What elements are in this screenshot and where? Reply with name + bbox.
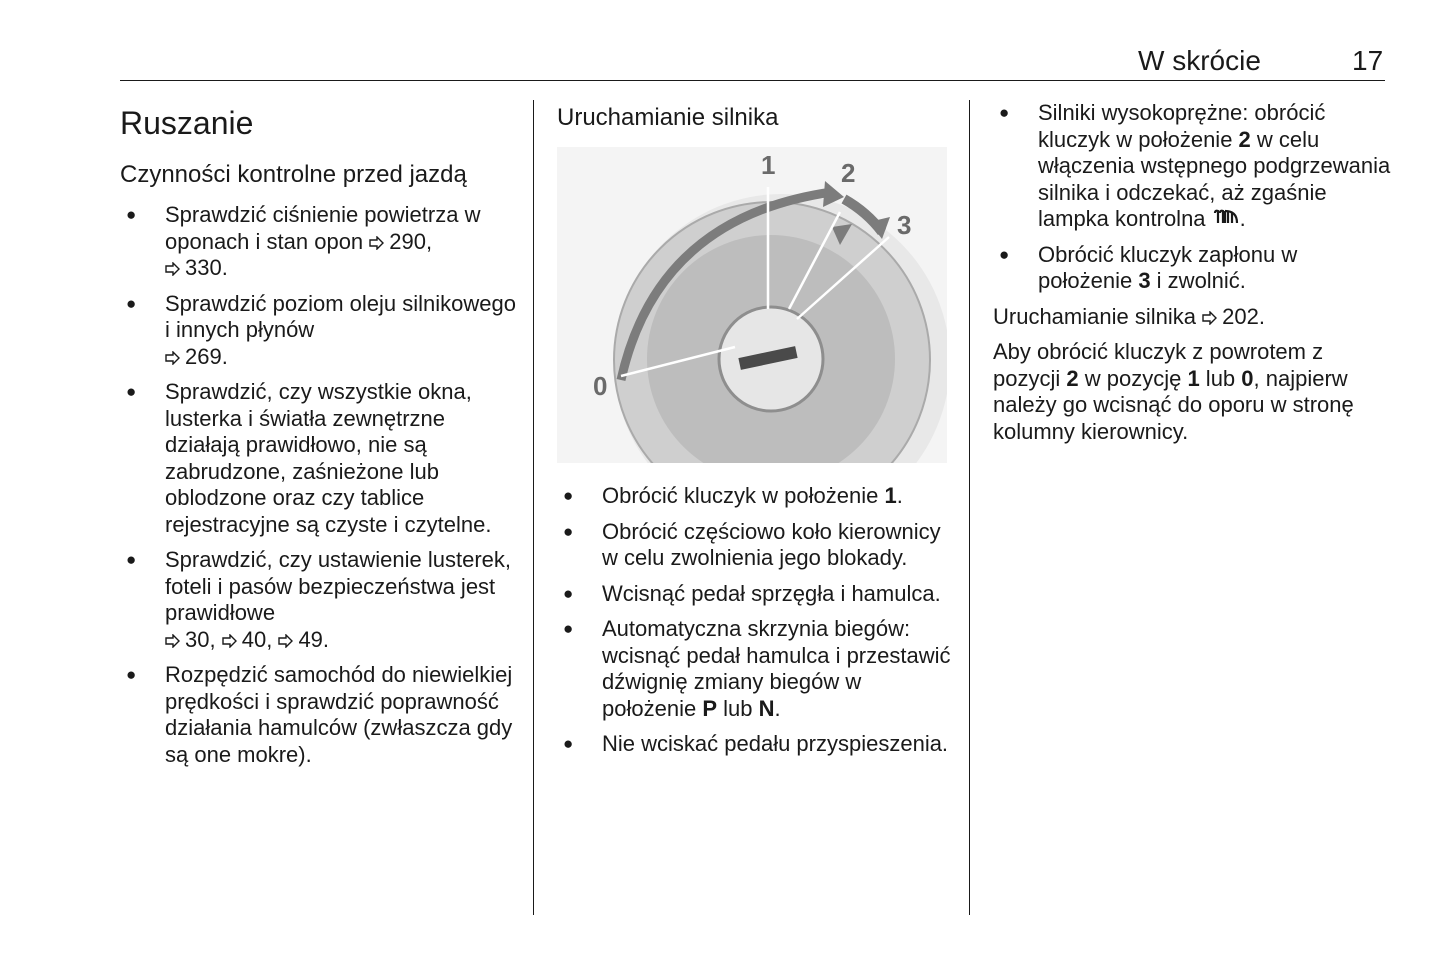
page-reference[interactable] <box>165 627 329 652</box>
list-item: ● Obrócić kluczyk w położenie 1. <box>557 483 952 510</box>
subsection-title: Czynności kontrolne przed jazdą <box>120 161 467 188</box>
column-divider <box>969 100 970 915</box>
ignition-switch-illustration <box>557 147 947 463</box>
list-item: ● Rozpędzić samochód do niewielkiej prędkości i sprawdzić poprawność działania hamulców (zwłaszcza gdy są one mokre). <box>120 662 520 768</box>
list-item: ● Wcisnąć pedał sprzęgła i hamulca. <box>557 581 952 608</box>
column-left <box>120 100 520 777</box>
page-number: 17 <box>1352 45 1384 76</box>
page-reference-link[interactable]: 30, <box>165 627 216 652</box>
position-label-0: 0 <box>593 371 608 401</box>
list-item: ● Sprawdzić, czy wszystkie okna, lusterka i światła zewnętrzne działają prawidłowo, nie są zabrudzone, zaśnieżone lub oblodzone oraz czy tablice rejestracyjne są czyste i czytelne. <box>120 379 520 538</box>
header-rule <box>120 80 1385 81</box>
glow-plug-icon <box>1212 208 1240 228</box>
column-middle <box>557 100 952 767</box>
page-reference[interactable] <box>1202 304 1265 329</box>
subsection-title: Uruchamianie silnika <box>557 104 779 131</box>
section-title: Ruszanie <box>120 105 254 141</box>
position-label-3: 3 <box>897 210 912 240</box>
page-reference[interactable] <box>165 344 228 369</box>
list-item: ● Sprawdzić poziom oleju silnikowego i innych płynów 269. <box>120 291 520 371</box>
page-reference-link[interactable]: 40, <box>222 627 273 652</box>
paragraph: Aby obrócić kluczyk z powrotem z pozycji 2 w pozycję 1 lub 0, najpierw należy go wcisnąć do oporu w stronę kolumny kierownicy. <box>993 339 1354 444</box>
list-item: ● Nie wciskać pedału przyspieszenia. <box>557 731 952 758</box>
list-item: ● Obrócić częściowo koło kierownicy w celu zwolnienia jego blokady. <box>557 519 952 572</box>
paragraph: Uruchamianie silnika 202. <box>993 303 1265 329</box>
list-item: ● Silniki wysokoprężne: obrócić kluczyk w położenie 2 w celu włączenia wstępnego podgrzewania silnika i odczekać, aż zgaśnie lampka kontrolna . <box>993 100 1393 233</box>
list-item: ● Sprawdzić ciśnienie powietrza w oponach i stan opon 290, 330. <box>120 202 520 282</box>
start-steps-list-continued <box>993 100 1393 295</box>
header-section-title: W skrócie <box>1138 45 1261 76</box>
page-reference-link[interactable]: 290, <box>369 229 432 254</box>
list-item: ● Automatyczna skrzynia biegów: wcisnąć pedał hamulca i przestawić dźwignię zmiany biegów w położenie P lub N. <box>557 616 952 722</box>
position-label-1: 1 <box>761 150 776 180</box>
page-reference-link[interactable]: 330. <box>165 255 228 280</box>
start-steps-list <box>557 483 952 758</box>
page-reference-link[interactable]: 202. <box>1202 304 1265 329</box>
list-item: ● Obrócić kluczyk zapłonu w położenie 3 i zwolnić. <box>993 242 1393 295</box>
list-item: ● Sprawdzić, czy ustawienie lusterek, foteli i pasów bezpieczeństwa jest prawidłowe 30, 40, 49. <box>120 547 520 653</box>
position-label-2: 2 <box>841 158 856 188</box>
ignition-key-diagram <box>557 147 947 463</box>
page-reference-link[interactable]: 269. <box>165 344 228 369</box>
page-reference-link[interactable]: 49. <box>278 627 329 652</box>
column-right <box>993 100 1393 454</box>
column-divider <box>533 100 534 915</box>
checklist <box>120 202 520 768</box>
